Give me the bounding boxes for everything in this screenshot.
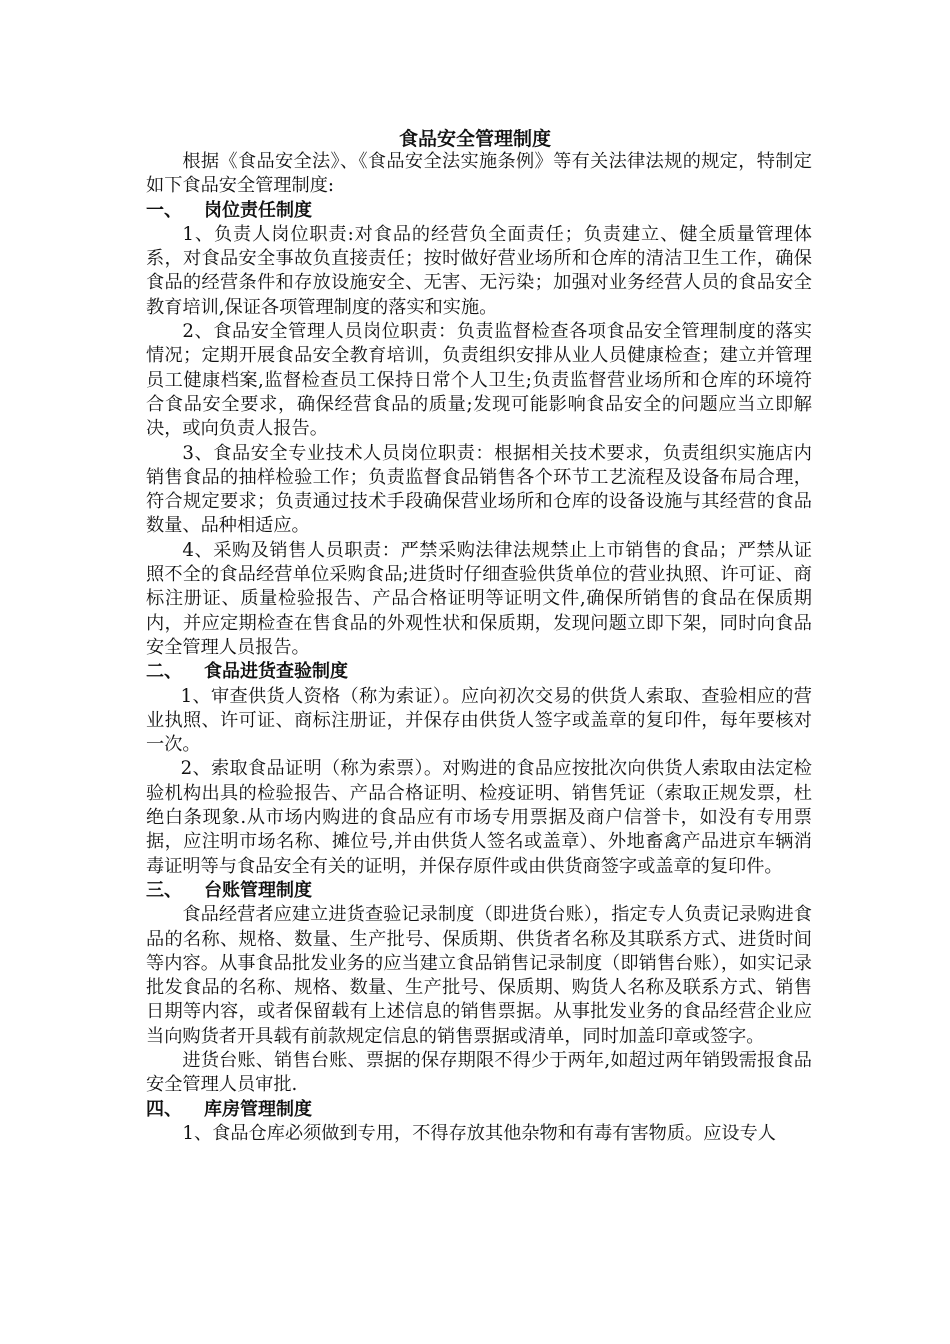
paragraph: 2、索取食品证明（称为索票）。对购进的食品应按批次向供货人索取由法定检验机构出具的检验报告、产品合格证明、检疫证明、销售凭证（索取正规发票，杜绝白条现象.从市场内购进的食品应有市场专用票据及商户信誉卡，如没有专用票据，应注明市场名称、摊位号,并由供货人签名或盖章）、外地畜禽产品进京车辆消毒证明等与食品安全有关的证明，并保存原件或由供货商签字或盖章的复印件。 [146, 758, 812, 877]
section-number: 一、 [146, 199, 182, 221]
document-body [146, 150, 812, 1146]
section-title: 食品进货查验制度 [204, 661, 348, 683]
intro-paragraph: 根据《食品安全法》、《食品安全法实施条例》等有关法律法规的规定，特制定如下食品安全管理制度: [146, 151, 812, 197]
section-3 [146, 879, 812, 1098]
section-title: 库房管理制度 [204, 1098, 312, 1120]
paragraph: 4、采购及销售人员职责：严禁采购法律法规禁止上市销售的食品；严禁从证照不全的食品经营单位采购食品;进货时仔细查验供货单位的营业执照、许可证、商标注册证、质量检验报告、产品合格证明等证明文件,确保所销售的食品在保质期内，并应定期检查在售食品的外观性状和保质期，发现问题立即下架，同时向食品安全管理人员报告。 [146, 539, 812, 658]
section-number: 四、 [146, 1098, 182, 1120]
paragraph: 1、审查供货人资格（称为索证）。应向初次交易的供货人索取、查验相应的营业执照、许可证、商标注册证，并保存由供货人签字或盖章的复印件，每年要核对一次。 [146, 685, 812, 756]
section-heading [146, 199, 812, 223]
paragraph: 3、食品安全专业技术人员岗位职责：根据相关技术要求，负责组织实施店内销售食品的抽样检验工作；负责监督食品销售各个环节工艺流程及设备布局合理，符合规定要求；负责通过技术手段确保营业场所和仓库的设备设施与其经营的食品数量、品种相适应。 [146, 442, 812, 537]
section-number: 二、 [146, 661, 182, 683]
section-number: 三、 [146, 879, 182, 901]
paragraph: 2、食品安全管理人员岗位职责：负责监督检查各项食品安全管理制度的落实情况；定期开展食品安全教育培训，负责组织安排从业人员健康检查；建立并管理员工健康档案,监督检查员工保持日常个人卫生;负责监督营业场所和仓库的环境符合食品安全要求，确保经营食品的质量;发现可能影响食品安全的问题应当立即解决，或向负责人报告。 [146, 321, 812, 440]
paragraph: 1、食品仓库必须做到专用，不得存放其他杂物和有毒有害物质。应设专人 [182, 1122, 776, 1144]
section-heading [146, 879, 812, 903]
section-1 [146, 199, 812, 661]
paragraph: 食品经营者应建立进货查验记录制度（即进货台账），指定专人负责记录购进食品的名称、规格、数量、生产批号、保质期、供货者名称及其联系方式、进货时间等内容。从事食品批发业务的应当建立食品销售记录制度（即销售台账），如实记录批发食品的名称、规格、数量、生产批号、保质期、购货人名称及联系方式、销售日期等内容，或者保留载有上述信息的销售票据。从事批发业务的食品经营企业应当向购货者开具载有前款规定信息的销售票据或清单，同时加盖印章或签字。 [146, 904, 812, 1047]
section-title: 岗位责任制度 [204, 199, 312, 221]
section-heading [146, 1098, 812, 1122]
section-2 [146, 660, 812, 879]
section-heading [146, 660, 812, 684]
section-4 [146, 1098, 812, 1147]
document-title: 食品安全管理制度 [398, 128, 551, 150]
paragraph: 1、负责人岗位职责:对食品的经营负全面责任；负责建立、健全质量管理体系，对食品安全事故负直接责任；按时做好营业场所和仓库的清洁卫生工作，确保食品的经营条件和存放设施安全、无害、无污染；加强对业务经营人员的食品安全教育培训,保证各项管理制度的落实和实施。 [146, 223, 812, 318]
section-title: 台账管理制度 [204, 879, 312, 901]
paragraph: 进货台账、销售台账、票据的保存期限不得少于两年,如超过两年销毁需报食品安全管理人员审批. [146, 1049, 812, 1096]
